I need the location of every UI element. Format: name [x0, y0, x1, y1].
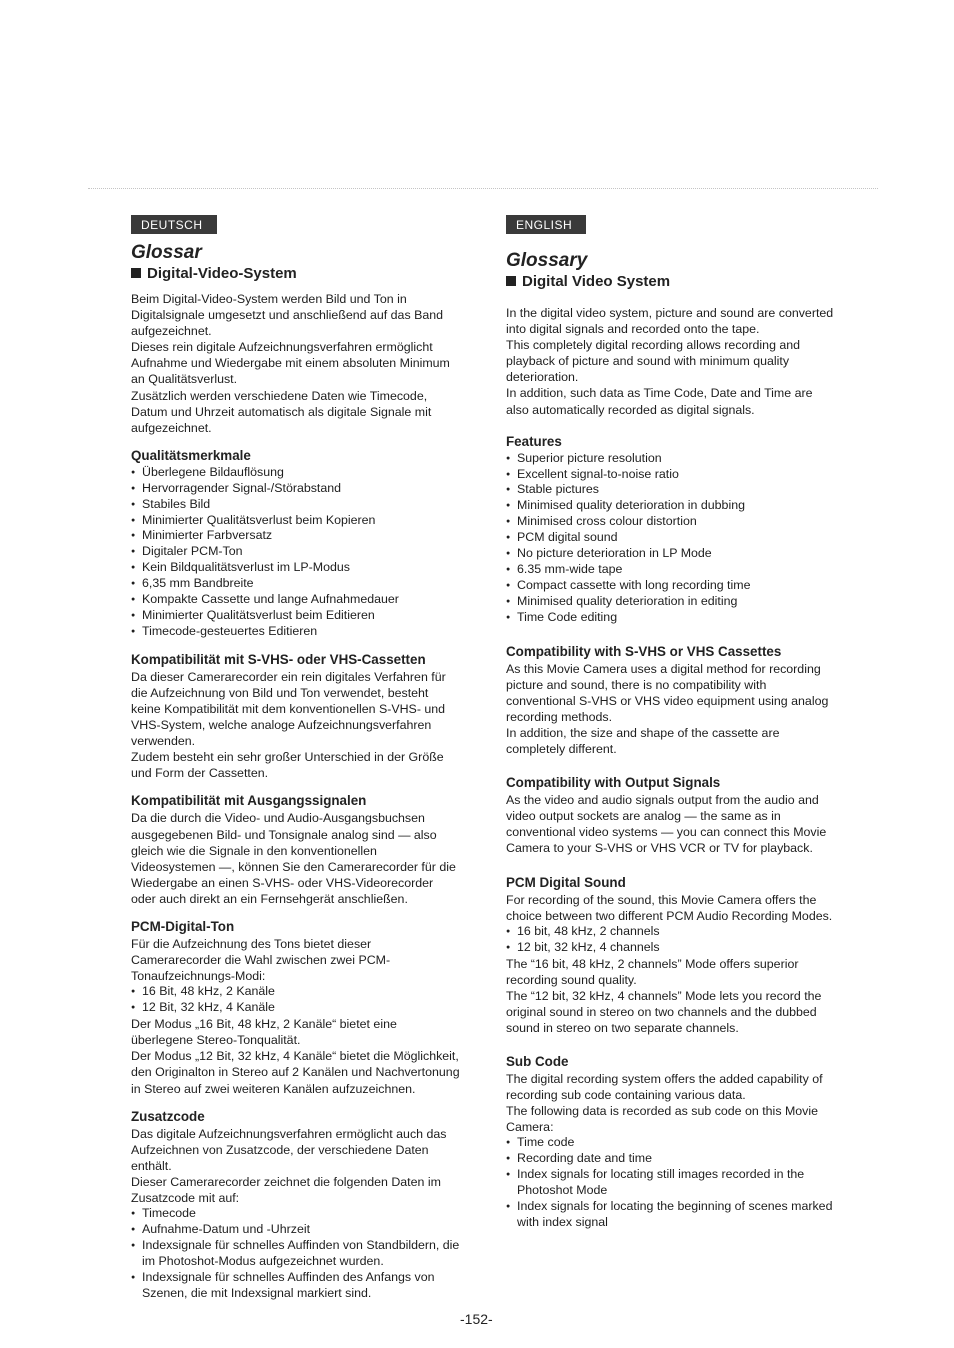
subcode-paragraph: The digital recording system offers the added capability of recording sub code containing various data. — [506, 1072, 823, 1103]
list-item: ● Kompakte Cassette und lange Aufnahmedauer — [131, 592, 461, 608]
list-item: ● Indexsignale für schnelles Auffinden von Standbildern, die im Photoshot-Modus aufgezeichnet wurden. — [131, 1238, 461, 1270]
list-item: ● Excellent signal-to-noise ratio — [506, 467, 836, 483]
pcm-intro: Für die Aufzeichnung des Tons bietet dieser Camerarecorder die Wahl zwischen zwei PCM-Tonaufzeichnungs-Modi: — [131, 937, 391, 984]
glossary-title-de: Glossar — [131, 242, 202, 263]
pcm-modes-list-en — [506, 924, 836, 956]
features-heading-de: Qualitätsmerkmale — [131, 447, 251, 463]
square-bullet-icon — [131, 268, 141, 278]
intro-paragraph: In the digital video system, picture and sound are converted into digital signals and recorded onto the tape. — [506, 306, 834, 337]
intro-paragraph: Zusätzlich werden verschiedene Daten wie Timecode, Datum und Uhrzeit automatisch als digitale Signale mit aufgezeichnet. — [131, 388, 432, 435]
intro-paragraph: Beim Digital-Video-System werden Bild und Ton in Digitalsignale umgesetzt und anschließend auf das Band aufgezeichnet. — [131, 292, 444, 339]
list-item: ● Timecode-gesteuertes Editieren — [131, 624, 461, 640]
list-item: ● Timecode — [131, 1206, 461, 1222]
list-item: ● 6,35 mm Bandbreite — [131, 576, 461, 592]
header-rule — [88, 188, 878, 189]
list-item: ● Digitaler PCM-Ton — [131, 544, 461, 560]
section-heading-de — [131, 265, 461, 283]
features-list-de — [131, 465, 461, 640]
list-item: ● Aufnahme-Datum und -Uhrzeit — [131, 1222, 461, 1238]
list-item: ● Recording date and time — [506, 1151, 836, 1167]
list-item: ● 12 bit, 32 kHz, 4 channels — [506, 940, 836, 956]
list-item: ● Indexsignale für schnelles Auffinden des Anfangs von Szenen, die mit Indexsignal markiert sind. — [131, 1270, 461, 1302]
list-item: ● Compact cassette with long recording time — [506, 578, 836, 594]
list-item: ● Minimierter Qualitätsverlust beim Kopieren — [131, 513, 461, 529]
output-heading-de: Kompatibilität mit Ausgangssignalen — [131, 793, 367, 809]
features-list-en — [506, 451, 836, 626]
subcode-list-en — [506, 1135, 836, 1230]
pcm-paragraph: The “12 bit, 32 kHz, 4 channels” Mode lets you record the original sound in stereo on two channels and the dubbed sound in stereo on two separate channels. — [506, 988, 822, 1035]
compat-paragraph: Da dieser Camerarecorder ein rein digitales Verfahren für die Aufzeichnung von Bild und Ton verwendet, besteht keine Kompatibilität mit dem konventionellen S-VHS- und VHS-System, welche analoge Aufzeichnungsverfahren verwenden. — [131, 669, 446, 749]
output-heading-en: Compatibility with Output Signals — [506, 775, 721, 791]
list-item: ● Kein Bildqualitätsverlust im LP-Modus — [131, 560, 461, 576]
list-item: ● Index signals for locating still images recorded in the Photoshot Mode — [506, 1167, 836, 1199]
list-item: ● Stabiles Bild — [131, 497, 461, 513]
list-item: ● 6.35 mm-wide tape — [506, 562, 836, 578]
pcm-heading-de: PCM-Digital-Ton — [131, 919, 235, 935]
list-item: ● Stable pictures — [506, 482, 836, 498]
pcm-modes-list-de — [131, 984, 461, 1016]
language-tag-deutsch: DEUTSCH — [131, 215, 217, 234]
subcode-paragraph: Dieser Camerarecorder zeichnet die folgenden Daten im Zusatzcode mit auf: — [131, 1174, 441, 1205]
intro-paragraph: In addition, such data as Time Code, Date and Time are also automatically recorded as digital signals. — [506, 386, 813, 417]
pcm-intro: For recording of the sound, this Movie Camera offers the choice between two different PCM Audio Recording Modes. — [506, 892, 833, 923]
list-item: ● Minimised quality deterioration in dubbing — [506, 498, 836, 514]
page-number: -152- — [460, 1311, 493, 1327]
section-heading-en — [506, 273, 836, 291]
list-item: ● Minimised quality deterioration in editing — [506, 594, 836, 610]
list-item: ● 16 Bit, 48 kHz, 2 Kanäle — [131, 984, 461, 1000]
subcode-heading-en: Sub Code — [506, 1054, 569, 1070]
column-deutsch — [131, 215, 461, 1302]
glossary-title-en: Glossary — [506, 250, 588, 271]
square-bullet-icon — [506, 276, 516, 286]
list-item: ● Überlegene Bildauflösung — [131, 465, 461, 481]
pcm-paragraph: The “16 bit, 48 kHz, 2 channels” Mode offers superior recording sound quality. — [506, 956, 799, 987]
pcm-heading-en: PCM Digital Sound — [506, 874, 626, 890]
list-item: ● Hervorragender Signal-/Störabstand — [131, 481, 461, 497]
list-item: ● Minimised cross colour distortion — [506, 514, 836, 530]
subcode-list-de — [131, 1206, 461, 1301]
list-item: ● Index signals for locating the beginning of scenes marked with index signal — [506, 1199, 836, 1231]
output-paragraph: Da die durch die Video- und Audio-Ausgangsbuchsen ausgegebenen Bild- und Tonsignale analog sind — also gleich wie die Signale in den konventionellen Videosystemen —, können Sie den Camerarecorder für die Wiedergabe an einen S-VHS- oder VHS-Videorecorder oder auch direkt an ein Fernsehgerät anschließen. — [131, 811, 456, 906]
compat-paragraph: Zudem besteht ein sehr großer Unterschied in der Größe und Form der Cassetten. — [131, 750, 444, 781]
list-item: ● Superior picture resolution — [506, 451, 836, 467]
intro-paragraph: This completely digital recording allows recording and playback of picture and sound with minimum quality deterioration. — [506, 338, 801, 385]
section-heading-text: Digital Video System — [522, 273, 671, 290]
column-english — [506, 215, 836, 1231]
pcm-paragraph: Der Modus „16 Bit, 48 kHz, 2 Kanäle“ bietet eine überlegene Stereo-Tonqualität. — [131, 1017, 397, 1048]
compat-paragraph: As this Movie Camera uses a digital method for recording picture and sound, there is no compatibility with conventional S-VHS or VHS video equipment using analog recording methods. — [506, 661, 829, 724]
list-item: ● Time code — [506, 1135, 836, 1151]
compat-heading-de: Kompatibilität mit S-VHS- oder VHS-Cassetten — [131, 651, 426, 667]
list-item: ● 12 Bit, 32 kHz, 4 Kanäle — [131, 1000, 461, 1016]
list-item: ● Time Code editing — [506, 610, 836, 626]
list-item: ● 16 bit, 48 kHz, 2 channels — [506, 924, 836, 940]
output-paragraph: As the video and audio signals output from the audio and video output sockets are analog — the same as in conventional video systems — you can connect this Movie Camera to your S-VHS or VHS VCR or TV for playback. — [506, 793, 827, 856]
subcode-paragraph: Das digitale Aufzeichnungsverfahren ermöglicht auch das Aufzeichnen von Zusatzcode, der verschiedene Daten enthält. — [131, 1126, 447, 1173]
intro-paragraph: Dieses rein digitale Aufzeichnungsverfahren ermöglicht Aufnahme und Wiedergabe mit einem absoluten Minimum an Qualitätsverlust. — [131, 340, 450, 387]
list-item: ● No picture deterioration in LP Mode — [506, 546, 836, 562]
features-heading-en: Features — [506, 433, 562, 449]
pcm-paragraph: Der Modus „12 Bit, 32 kHz, 4 Kanäle“ bietet die Möglichkeit, den Originalton in Stereo auf 2 Kanälen und Nachvertonung in Stereo auf zwei weiteren Kanälen aufzuzeichnen. — [131, 1049, 460, 1096]
subcode-paragraph: The following data is recorded as sub code on this Movie Camera: — [506, 1104, 819, 1135]
language-tag-english: ENGLISH — [506, 215, 586, 234]
list-item: ● PCM digital sound — [506, 530, 836, 546]
compat-heading-en: Compatibility with S-VHS or VHS Cassettes — [506, 643, 782, 659]
compat-paragraph: In addition, the size and shape of the cassette are completely different. — [506, 726, 780, 757]
section-heading-text: Digital-Video-System — [147, 265, 297, 282]
list-item: ● Minimierter Farbversatz — [131, 528, 461, 544]
subcode-heading-de: Zusatzcode — [131, 1108, 205, 1124]
list-item: ● Minimierter Qualitätsverlust beim Editieren — [131, 608, 461, 624]
